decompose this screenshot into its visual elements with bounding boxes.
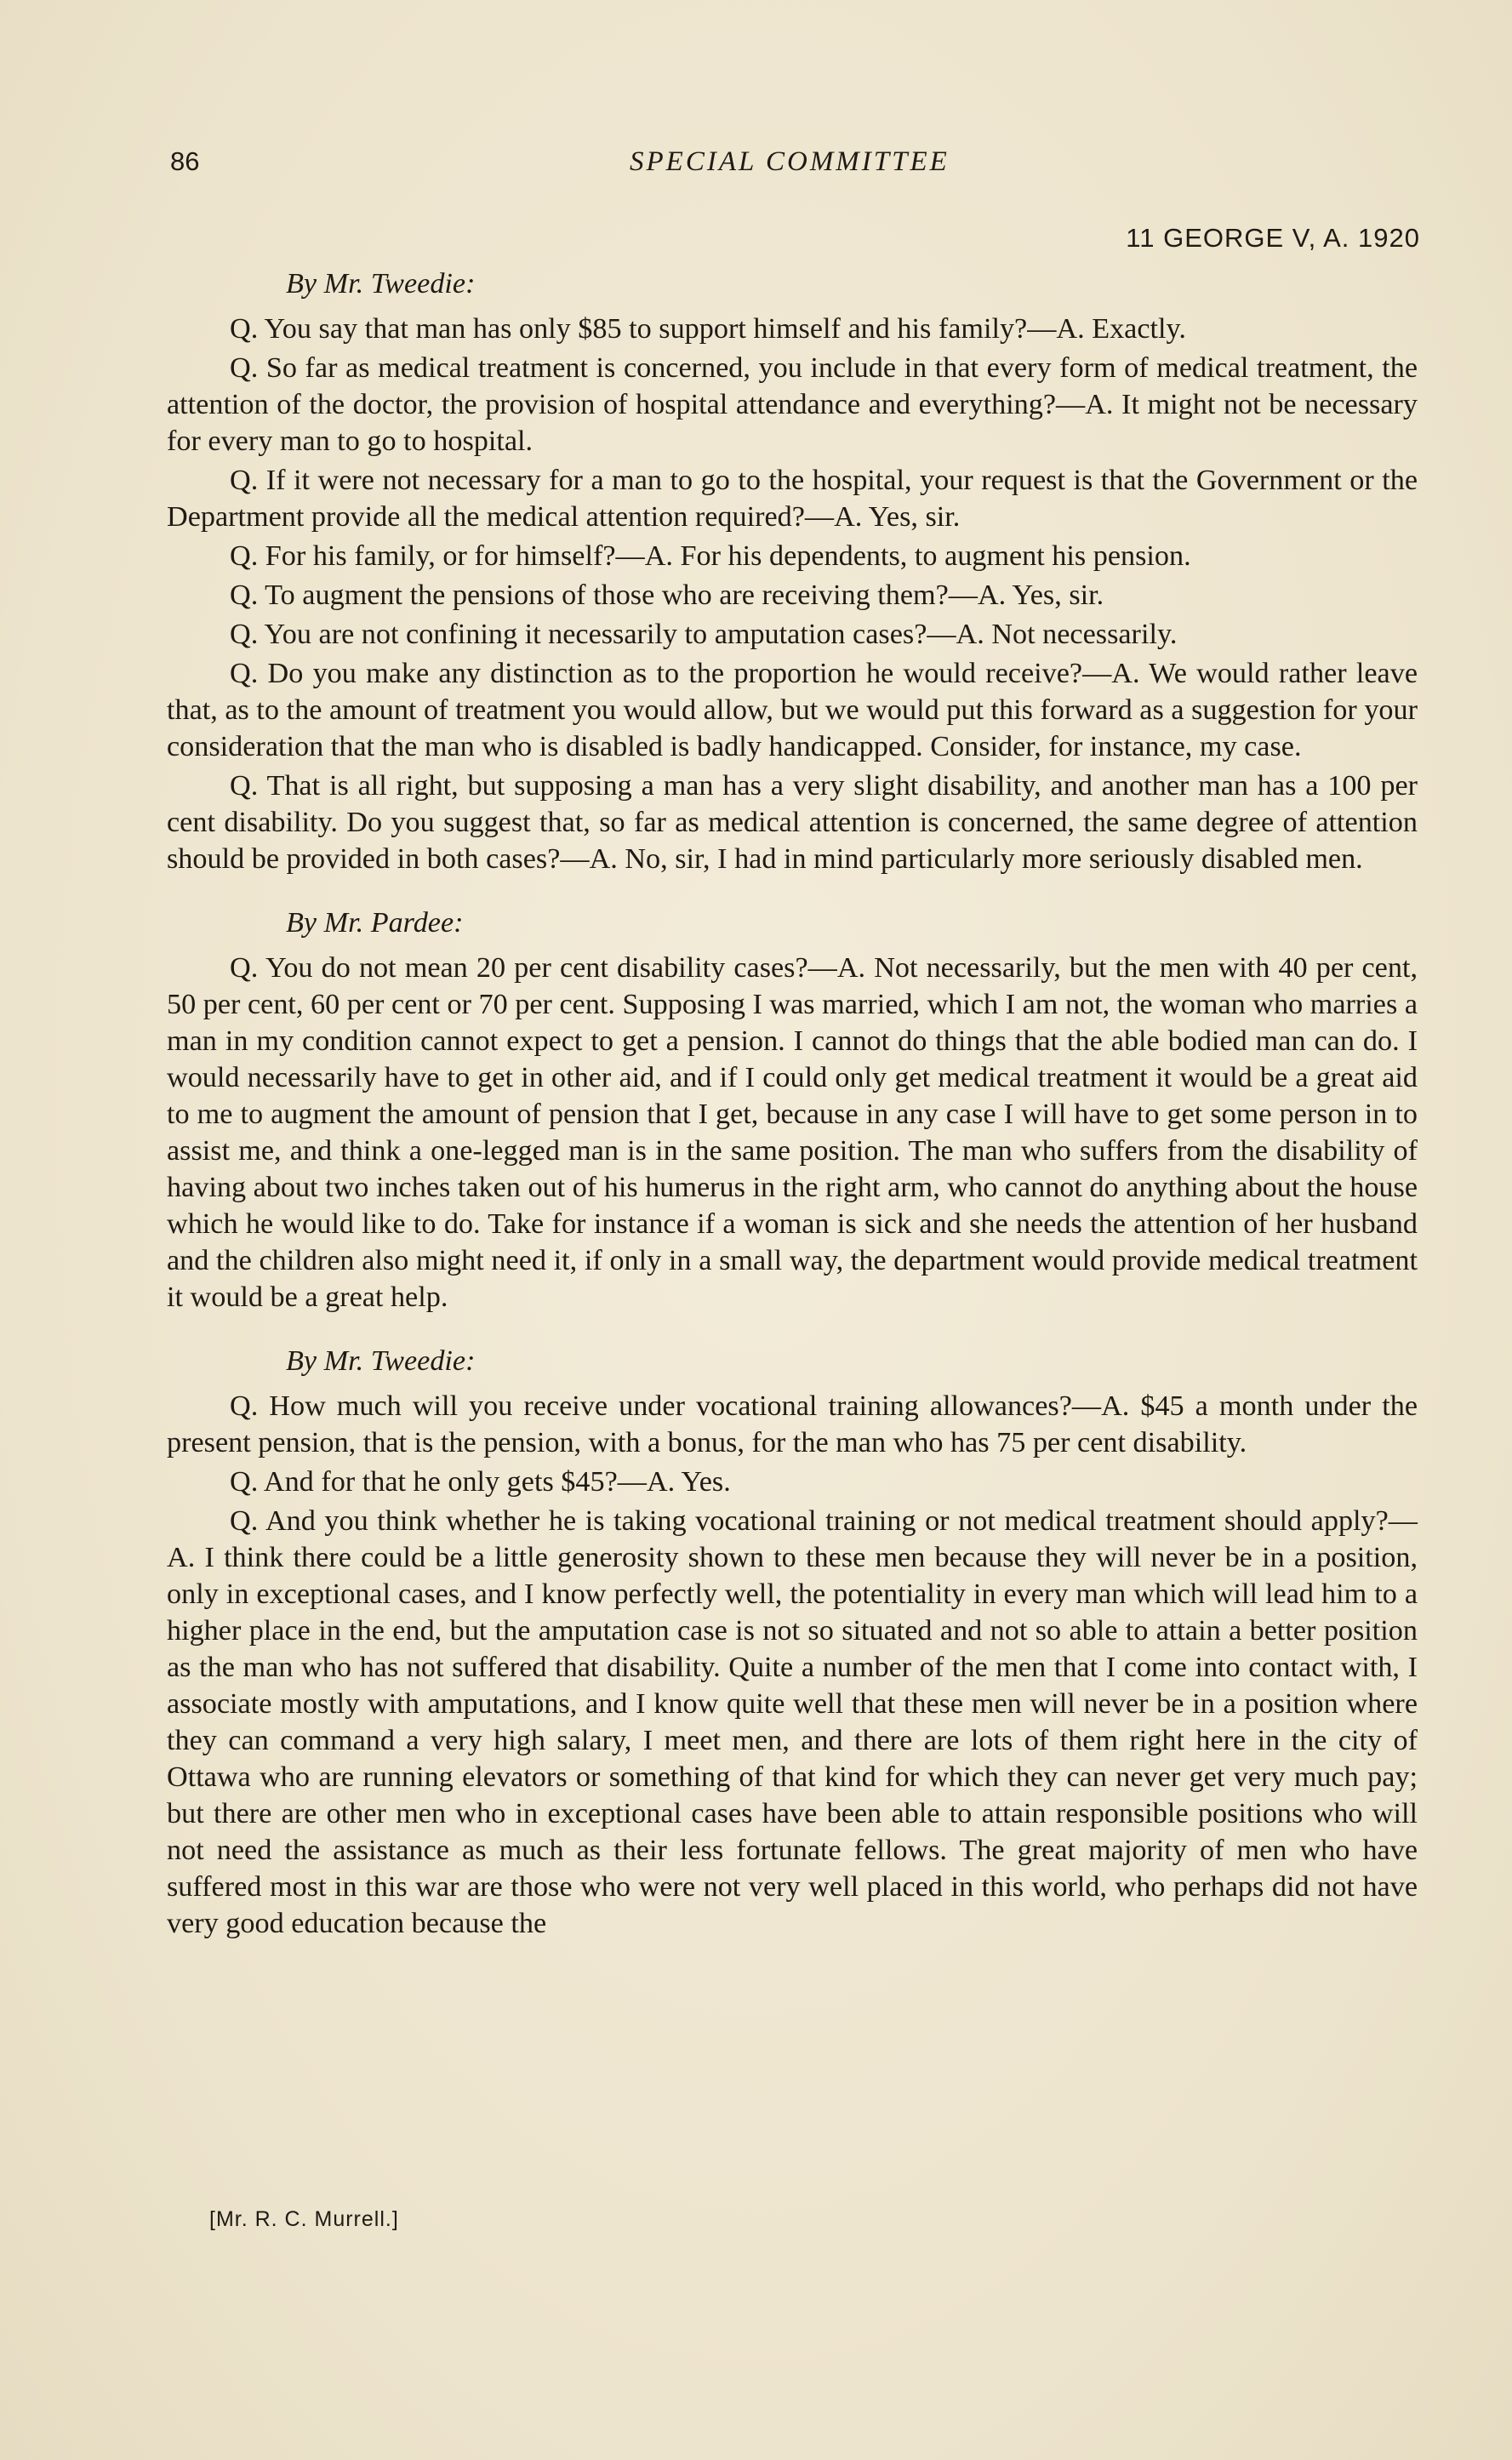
running-head: SPECIAL COMMITTEE	[630, 146, 950, 177]
paragraph: Q. That is all right, but supposing a man has a very slight disability, and another man has a 100 per cent disability. Do you suggest that, so far as medical attention is concerned, the same degree of attention should be provided in both cases?—A. No, sir, I had in mind particularly more seriously disabled men.	[167, 770, 1418, 875]
paragraph: Q. So far as medical treatment is concerned, you include in that every form of medical treatment, the attention of the doctor, the provision of hospital attendance and everything?—A. It might not be necessary for every man to go to hospital.	[167, 352, 1418, 457]
paragraph: Q. For his family, or for himself?—A. For his dependents, to augment his pension.	[230, 540, 1191, 572]
paragraph: Q. You say that man has only $85 to support himself and his family?—A. Exactly.	[230, 313, 1186, 345]
speaker-heading: By Mr. Tweedie:	[286, 1345, 476, 1377]
speaker-heading: By Mr. Tweedie:	[286, 268, 476, 300]
paragraph: Q. If it were not necessary for a man to go to the hospital, your request is that the Government or the Department provide all the medical attention required?—A. Yes, sir.	[167, 465, 1418, 533]
paragraph: Q. You do not mean 20 per cent disability cases?—A. Not necessarily, but the men with 40 per cent, 50 per cent, 60 per cent or 70 per cent. Supposing I was married, which I am not, the woman who marries a man in my condition cannot expect to get a pension. I cannot do things that the able bodied man can do. I would necessarily have to get in other aid, and if I could only get medical treatment it would be a great aid to me to augment the amount of pension that I get, because in any case I will have to get some person in to assist me, and think a one-legged man is in the same position. The man who suffers from the disability of having about two inches taken out of his humerus in the right arm, who cannot do anything about the house which he would like to do. Take for instance if a woman is sick and she needs the attention of her husband and the children also might need it, if only in a small way, the department would provide medical treatment it would be a great help.	[167, 952, 1418, 1313]
body-text	[167, 265, 1418, 1942]
page-number: 86	[170, 146, 200, 176]
paragraph: Q. You are not confining it necessarily to amputation cases?—A. Not necessarily.	[230, 619, 1178, 650]
paragraph: Q. And for that he only gets $45?—A. Yes.	[230, 1466, 731, 1498]
paragraph: Q. To augment the pensions of those who are receiving them?—A. Yes, sir.	[230, 579, 1104, 611]
speaker-heading: By Mr. Pardee:	[286, 907, 464, 939]
page-header	[170, 146, 1421, 189]
paragraph: Q. Do you make any distinction as to the proportion he would receive?—A. We would rather leave that, as to the amount of treatment you would allow, but we would put this forward as a suggestion for your consideration that the man who is disabled is badly handicapped. Consider, for instance, my case.	[167, 658, 1418, 762]
paragraph: Q. And you think whether he is taking vocational training or not medical treatment should apply?—A. I think there could be a little generosity shown to these men because they will never be in a position, only in exceptional cases, and I know perfectly well, the potentiality in every man which will lead him to a higher place in the end, but the amputation case is not so situated and not so able to attain a better position as the man who has not suffered that disability. Quite a number of the men that I come into contact with, I associate mostly with amputations, and I know quite well that these men will never be in a position where they can command a very high salary, I meet men, and there are lots of them right here in the city of Ottawa who are running elevators or something of that kind for which they can never get very much pay; but there are other men who in exceptional cases have been able to attain responsible positions who will not need the assistance as much as their less fortunate fellows. The great majority of men who have suffered most in this war are those who were not very well placed in this world, who perhaps did not have very good education because the	[167, 1505, 1418, 1939]
session-line: 11 GEORGE V, A. 1920	[1126, 223, 1420, 253]
witness-note: [Mr. R. C. Murrell.]	[209, 2207, 399, 2231]
paragraph: Q. How much will you receive under vocational training allowances?—A. $45 a month under the present pension, that is the pension, with a bonus, for the man who has 75 per cent disability.	[167, 1390, 1418, 1458]
